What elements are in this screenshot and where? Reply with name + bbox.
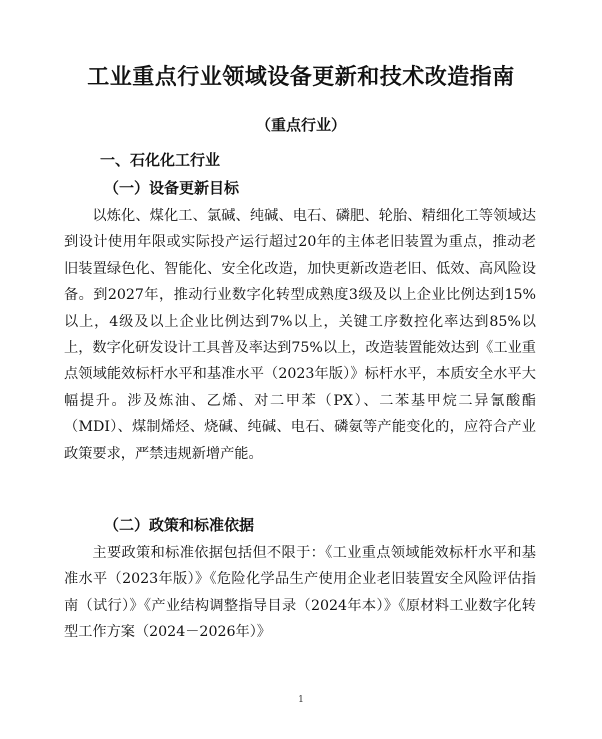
subsection-heading-policy-basis: （二）政策和标准依据 [104, 516, 255, 534]
paragraph-policy-basis: 主要政策和标准依据包括但不限于：《工业重点领域能效标杆水平和基准水平（2023年版）》《危险化学品生产使用企业老旧装置安全风险评估指南（试行）》《产业结构调整指导目录（2024年本）》《原材料工业数字化转型工作方案（2024－2026年）》 [64, 545, 536, 641]
section-heading-petrochemical: 一、石化化工行业 [100, 151, 221, 169]
document-title: 工业重点行业领域设备更新和技术改造指南 [87, 64, 515, 90]
document-subtitle: （重点行业） [255, 116, 346, 134]
paragraph-equipment-goals: 以炼化、煤化工、氯碱、纯碱、电石、磷肥、轮胎、精细化工等领域达到设计使用年限或实际投产运行超过20年的主体老旧装置为重点，推动老旧装置绿色化、智能化、安全化改造，加快更新改造老旧、低效、高风险设备。到2027年，推动行业数字化转型成熟度3级及以上企业比例达到15%以上，4级及以上企业比例达到7%以上，关键工序数控化率达到85%以上，数字化研发设计工具普及率达到75%以上，改造装置能效达到《工业重点领域能效标杆水平和基准水平（2023年版）》标杆水平，本质安全水平大幅提升。涉及炼油、乙烯、对二甲苯（PX）、二苯基甲烷二异氰酸酯（MDI）、煤制烯烃、烧碱、纯碱、电石、磷氨等产能变化的，应符合产业政策要求，严禁违规新增产能。 [64, 208, 536, 462]
subsection-heading-equipment-goals: （一）设备更新目标 [104, 179, 240, 197]
page-number: 1 [298, 695, 304, 705]
